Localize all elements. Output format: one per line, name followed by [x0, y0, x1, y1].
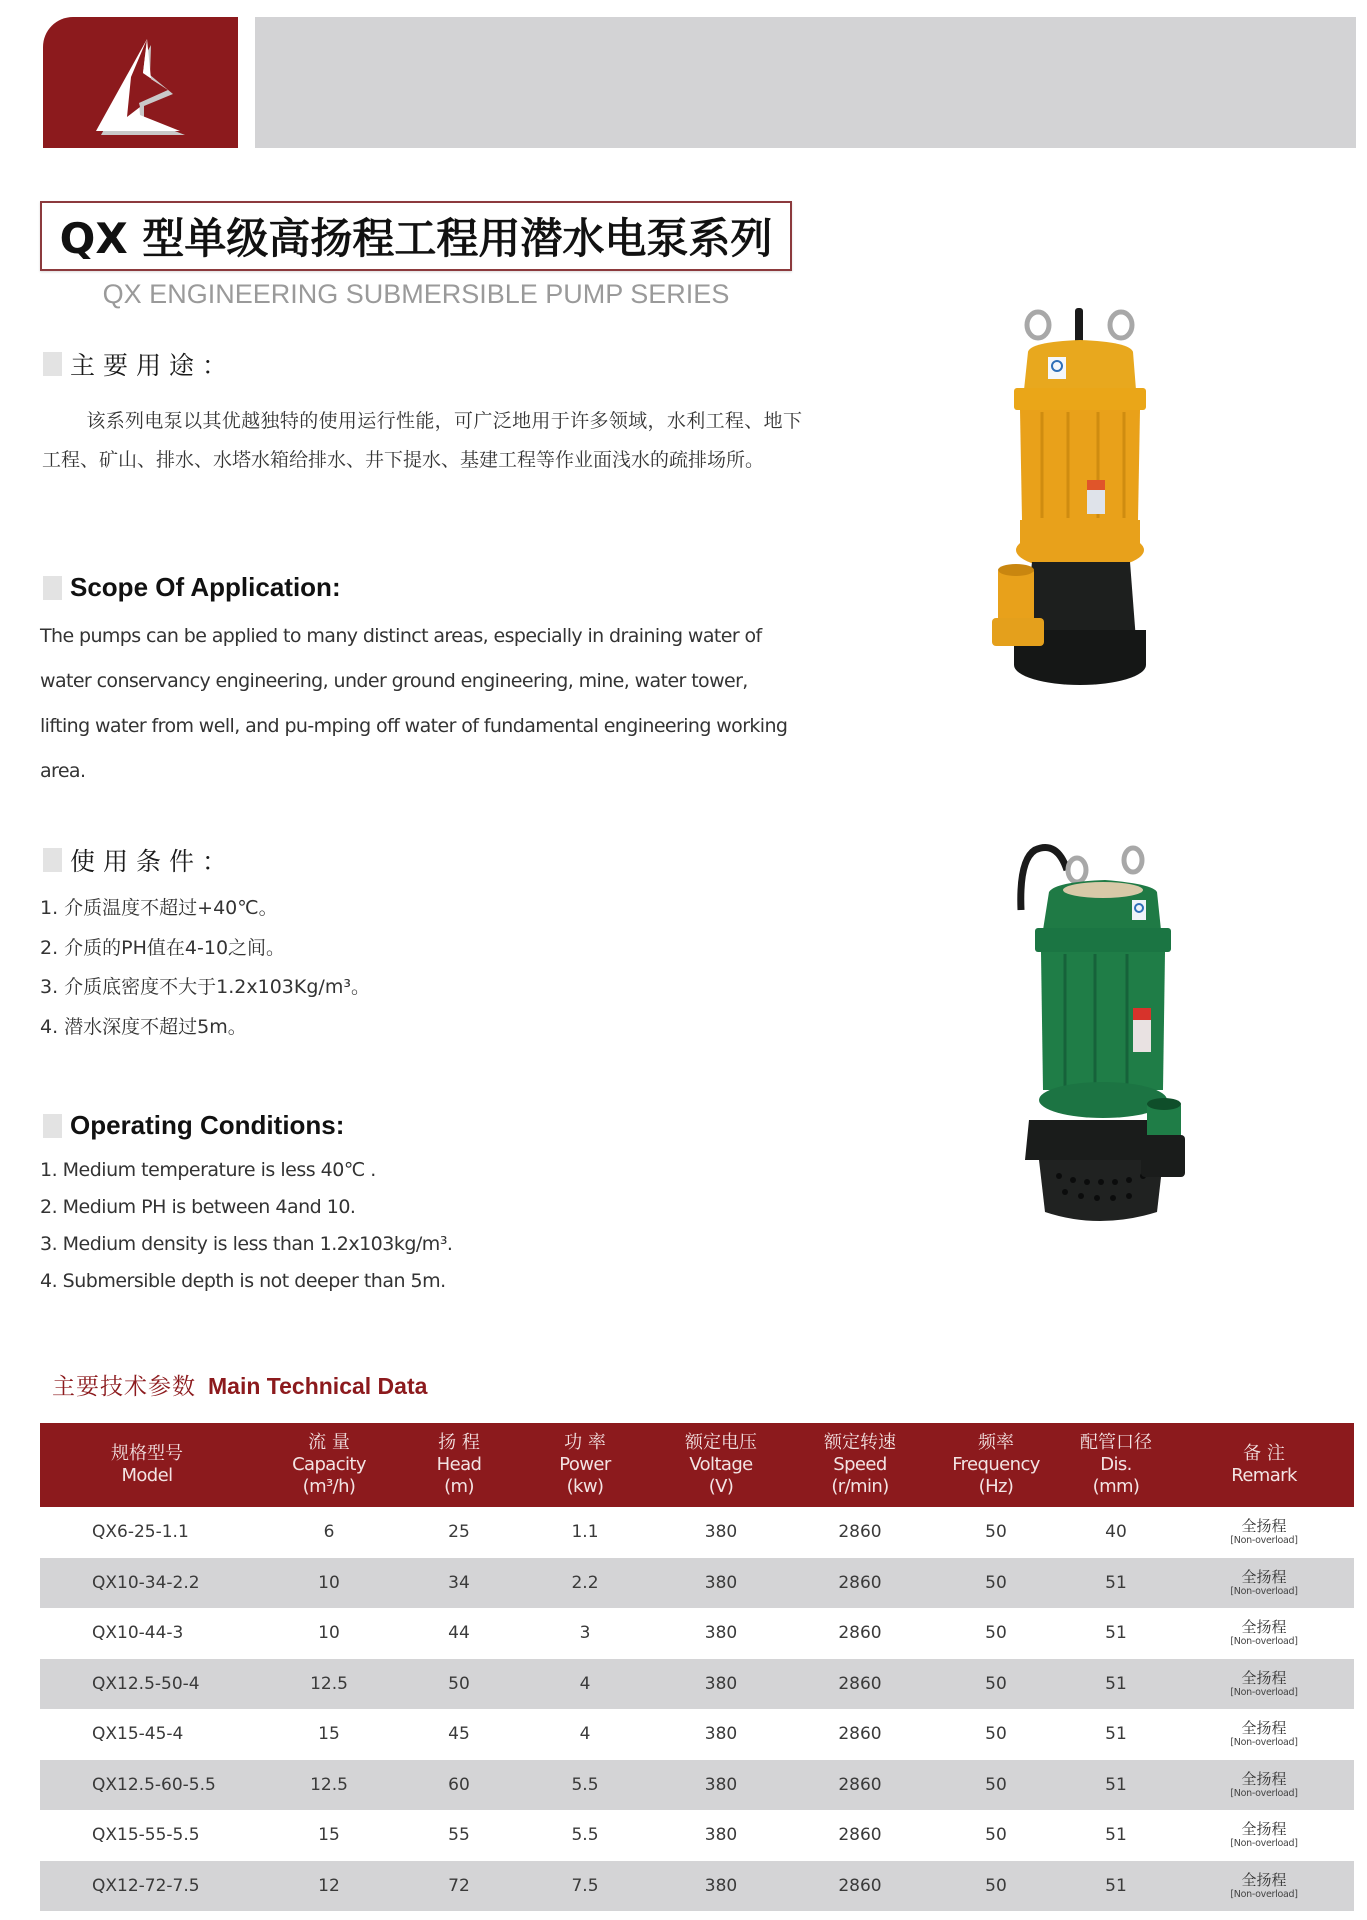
yellow-submersible-pump-icon [990, 300, 1170, 700]
section-heading-scope: Scope Of Application: [43, 572, 341, 603]
header-banner [255, 17, 1356, 148]
tech-data-heading: 主要技术参数 Main Technical Data [52, 1373, 428, 1400]
list-item: 3. 介质底密度不大于1.2x103Kg/m³。 [40, 976, 370, 998]
list-item: 3. Medium density is less than 1.2x103kg/m³. [40, 1233, 453, 1255]
list-item: 2. 介质的PH值在4-10之间。 [40, 936, 286, 959]
list-item: 1. Medium temperature is less 40℃ . [40, 1159, 376, 1181]
table-row: QX12.5-60-5.5 12.5 60 5.5 380 2860 50 51 全扬程 [Non-overload] [40, 1760, 1354, 1811]
conditions-cn-list [40, 889, 370, 1047]
table-row: QX12.5-50-4 12.5 50 4 380 2860 50 51 全扬程 [Non-overload] [40, 1659, 1354, 1710]
list-item: 4. 潜水深度不超过5m。 [40, 1015, 247, 1038]
table-row: QX10-44-3 10 44 3 380 2860 50 51 全扬程 [Non-overload] [40, 1608, 1354, 1659]
column-header-speed: 额定转速 Speed (r/min) [824, 1432, 896, 1497]
column-header-remark: 备 注 Remark [1231, 1443, 1297, 1486]
yellow-pump-image [990, 300, 1170, 700]
brand-logo [43, 17, 238, 148]
remark-cell: 全扬程 [Non-overload] [1230, 1769, 1298, 1799]
column-header-dis: 配管口径 Dis. (mm) [1080, 1432, 1152, 1497]
scope-text: The pumps can be applied to many distinct areas, especially in draining water of water conservancy engineering, under ground engineering, mine, water tower, lifting water from well, and pu-mping off water of fundamental engineering working area. [40, 625, 788, 782]
section-heading-conditions-en: Operating Conditions: [43, 1110, 344, 1141]
remark-cell: 全扬程 [Non-overload] [1230, 1517, 1298, 1547]
table-row: QX6-25-1.1 6 25 1.1 380 2860 50 40 全扬程 [Non-overload] [40, 1507, 1354, 1558]
list-item: 4. Submersible depth is not deeper than 5m. [40, 1270, 446, 1292]
section-heading-conditions-cn: 使用条件： [43, 842, 235, 878]
page-title: QX 型单级高扬程工程用潜水电泵系列 [59, 214, 773, 263]
list-item: 2. Medium PH is between 4and 10. [40, 1196, 356, 1218]
table-row: QX15-45-4 15 45 4 380 2860 50 51 全扬程 [Non-overload] [40, 1709, 1354, 1760]
section-marker [43, 352, 62, 376]
section-heading-main-use: 主要用途： [43, 346, 235, 382]
table-row: QX10-34-2.2 10 34 2.2 380 2860 50 51 全扬程 [Non-overload] [40, 1558, 1354, 1609]
mountain-logo-icon [43, 17, 238, 148]
column-header-voltage: 额定电压 Voltage (V) [685, 1432, 757, 1497]
remark-cell: 全扬程 [Non-overload] [1230, 1870, 1298, 1900]
section-marker [43, 848, 62, 872]
green-pump-image [995, 830, 1190, 1230]
title-box [40, 201, 792, 271]
remark-cell: 全扬程 [Non-overload] [1230, 1618, 1298, 1648]
column-header-head: 扬 程 Head (m) [436, 1432, 482, 1497]
remark-cell: 全扬程 [Non-overload] [1230, 1668, 1298, 1698]
list-item: 1. 介质温度不超过+40℃。 [40, 897, 278, 919]
column-header-capacity: 流 量 Capacity (m³/h) [292, 1432, 366, 1497]
table-row: QX15-55-5.5 15 55 5.5 380 2860 50 51 全扬程 [Non-overload] [40, 1810, 1354, 1861]
remark-cell: 全扬程 [Non-overload] [1230, 1820, 1298, 1850]
green-submersible-pump-icon [995, 830, 1190, 1230]
page-subtitle: QX ENGINEERING SUBMERSIBLE PUMP SERIES [102, 279, 730, 309]
table-row: QX12-72-7.5 12 72 7.5 380 2860 50 51 全扬程 [Non-overload] [40, 1861, 1354, 1912]
section-marker [43, 1114, 62, 1138]
column-header-power: 功 率 Power (kw) [559, 1432, 611, 1497]
column-header-frequency: 频率 Frequency (Hz) [952, 1432, 1040, 1497]
column-header-model: 规格型号 Model [111, 1443, 183, 1486]
section-marker [43, 576, 62, 600]
tech-data-table [40, 1423, 1354, 1911]
remark-cell: 全扬程 [Non-overload] [1230, 1719, 1298, 1749]
table-header [40, 1423, 1354, 1507]
main-use-text: 该系列电泵以其优越独特的使用运行性能，可广泛地用于许多领域，水利工程、地下工程、矿山、排水、水塔水箱给排水、井下提水、基建工程等作业面浅水的疏排场所。 [42, 410, 802, 471]
conditions-en-list [40, 1152, 452, 1300]
remark-cell: 全扬程 [Non-overload] [1230, 1567, 1298, 1597]
